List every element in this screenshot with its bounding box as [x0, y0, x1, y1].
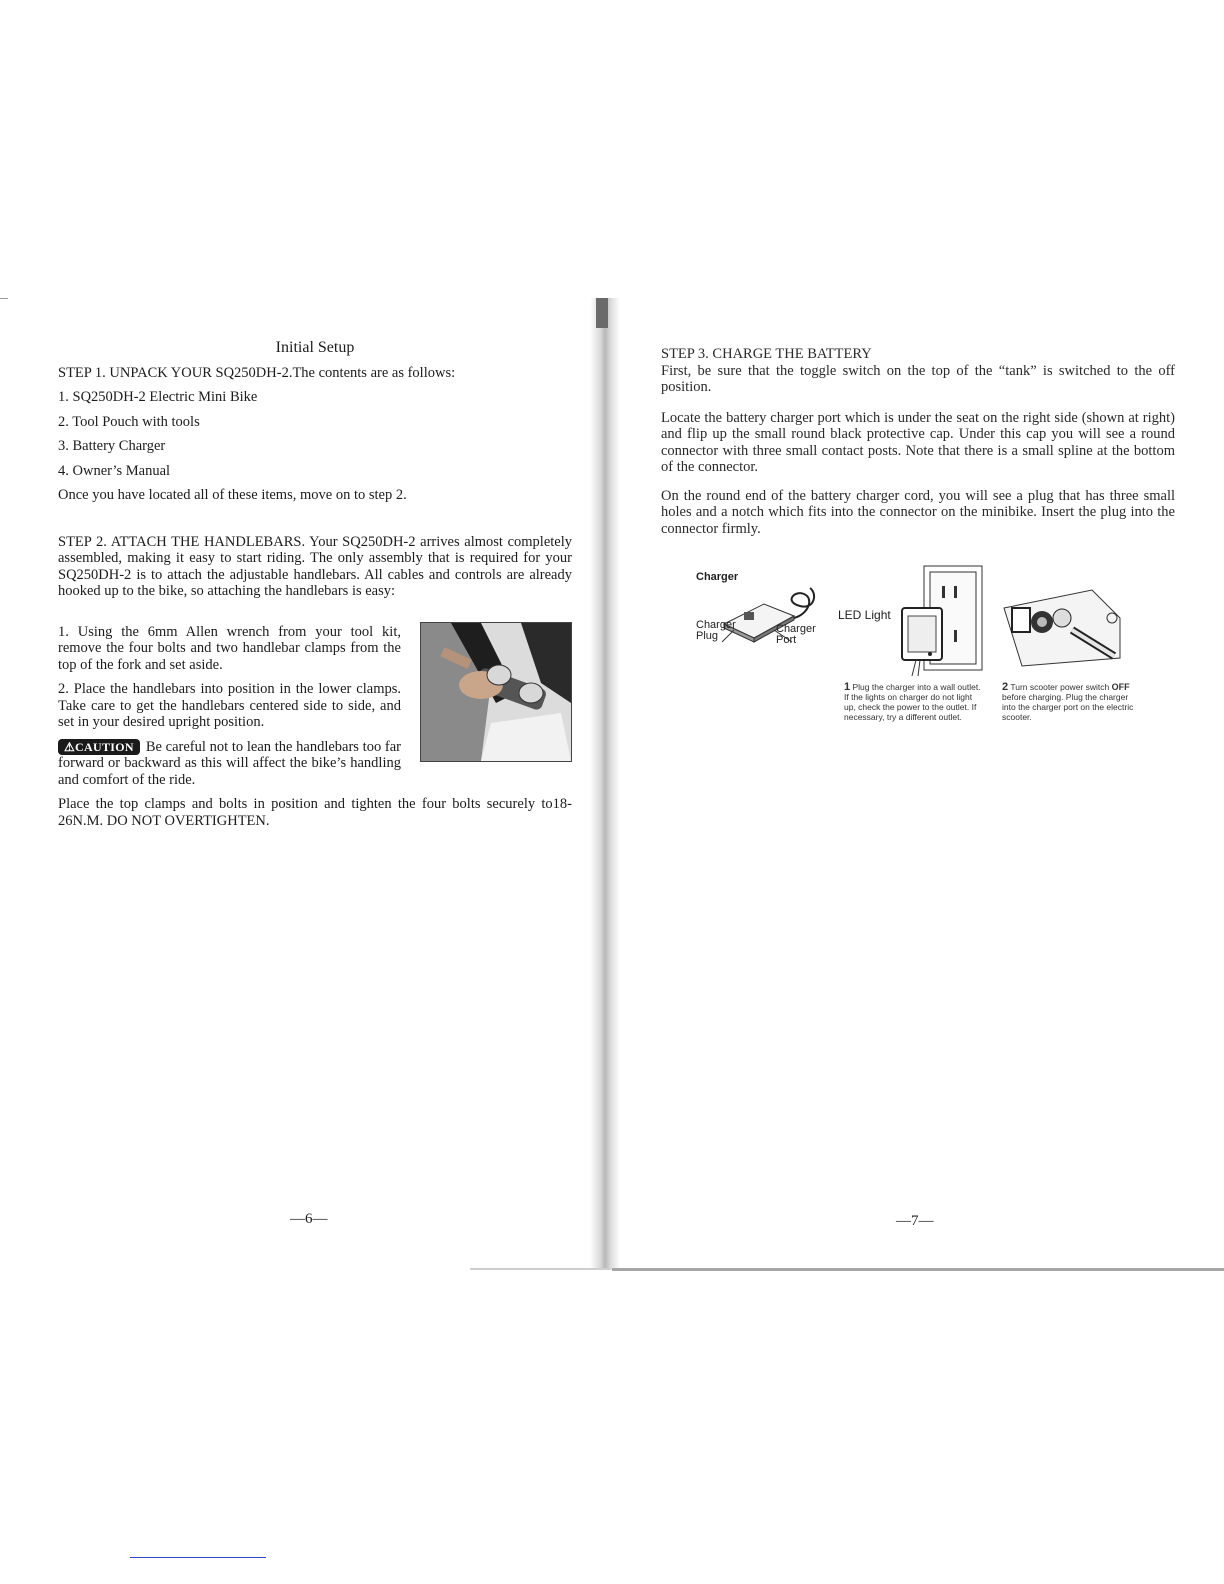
toggle-switch-paragraph: First, be sure that the toggle switch on the top of the “tank” is switched to the off position. [661, 362, 1175, 395]
charger-plug-label: Charger Plug [696, 619, 736, 642]
right-page [661, 346, 1175, 537]
charger-port-paragraph: Locate the battery charger port which is under the seat on the right side (shown at right) and flip up the small round black protective cap. Under this cap you will see a round connector with three small contact posts. Note that there is a small spline at the bottom of the connector. [661, 409, 1175, 475]
caption-2-text-a: Turn scooter power switch [1010, 682, 1110, 692]
handlebar-instructions [58, 624, 572, 789]
caution-note [58, 739, 401, 789]
once-located-text: Once you have located all of these items, move on to step 2. [58, 487, 407, 503]
page-title: Initial Setup [275, 339, 355, 356]
step3-heading: STEP 3. CHARGE THE BATTERY [661, 346, 872, 362]
contents-item-4: 4. Owner’s Manual [58, 462, 171, 479]
caption-1 [844, 682, 984, 722]
contents-item-3: 3. Battery Charger [58, 438, 166, 454]
handlebar-clamp-illustration [421, 623, 571, 761]
page-number-left: —6— [290, 1211, 328, 1227]
contents-item-1: 1. SQ250DH-2 Electric Mini Bike [58, 389, 258, 405]
page-edge-mark [0, 298, 8, 299]
charging-figure [694, 560, 1180, 750]
step1-heading: STEP 1. UNPACK YOUR SQ250DH-2.The contents are as follows: [58, 364, 456, 381]
page-bottom-edge-left [470, 1268, 610, 1270]
caption-1-text: Plug the charger into a wall outlet. If the lights on charger do not light up, check the power to the outlet. If necessary, try a different outlet. [844, 682, 981, 722]
caption-2-off: OFF [1111, 682, 1130, 692]
caption-2 [1002, 682, 1142, 722]
caption-2-number: 2 [1002, 681, 1009, 693]
gutter-dark-mark [596, 298, 608, 328]
substep-1: 1. Using the 6mm Allen wrench from your tool kit, remove the four bolts and two handlebar clamps from the top of the fork and set aside. [58, 623, 401, 673]
page-bottom-edge-right [612, 1268, 1224, 1271]
scooter-charger-port-illustration [1002, 578, 1122, 668]
page-number-right: —7— [896, 1213, 934, 1229]
caption-2-text-b: before charging. Plug the charger into the charger port on the electric scooter. [1002, 692, 1134, 722]
caution-text: Be careful not to lean the handlebars too far forward or backward as this will affect the bike’s handling and comfort of the ride. [58, 738, 401, 788]
wall-outlet-illustration [894, 564, 986, 676]
blue-underline [130, 1557, 266, 1558]
charger-port-label: Charger Port [776, 623, 816, 646]
tighten-bolts-text: Place the top clamps and bolts in position and tighten the four bolts securely to18-26N.M. DO NOT OVERTIGHTEN. [58, 796, 572, 829]
charger-label: Charger [696, 571, 739, 583]
step2-paragraph: STEP 2. ATTACH THE HANDLEBARS. Your SQ250DH-2 arrives almost completely assembled, making it easy to start riding. The only assembly that is required for your SQ250DH-2 is to attach the adjustable handlebars. All cables and controls are already hooked up to the bike, so attaching the handlebars is easy: [58, 533, 572, 599]
plug-paragraph: On the round end of the battery charger cord, you will see a plug that has three small holes and a notch which fits into the connector on the minibike. Insert the plug into the connector firmly. [661, 487, 1175, 537]
caution-badge: ⚠CAUTION [58, 739, 140, 755]
substep-2: 2. Place the handlebars into position in the lower clamps. Take care to get the handlebars centered side to side, and set in your desired upright position. [58, 681, 401, 730]
caption-1-number: 1 [844, 681, 851, 693]
book-gutter-shadow [590, 298, 620, 1270]
left-page [58, 340, 572, 829]
handlebar-clamp-photo [420, 622, 572, 762]
led-light-label: LED Light [838, 608, 891, 622]
contents-item-2: 2. Tool Pouch with tools [58, 413, 200, 430]
